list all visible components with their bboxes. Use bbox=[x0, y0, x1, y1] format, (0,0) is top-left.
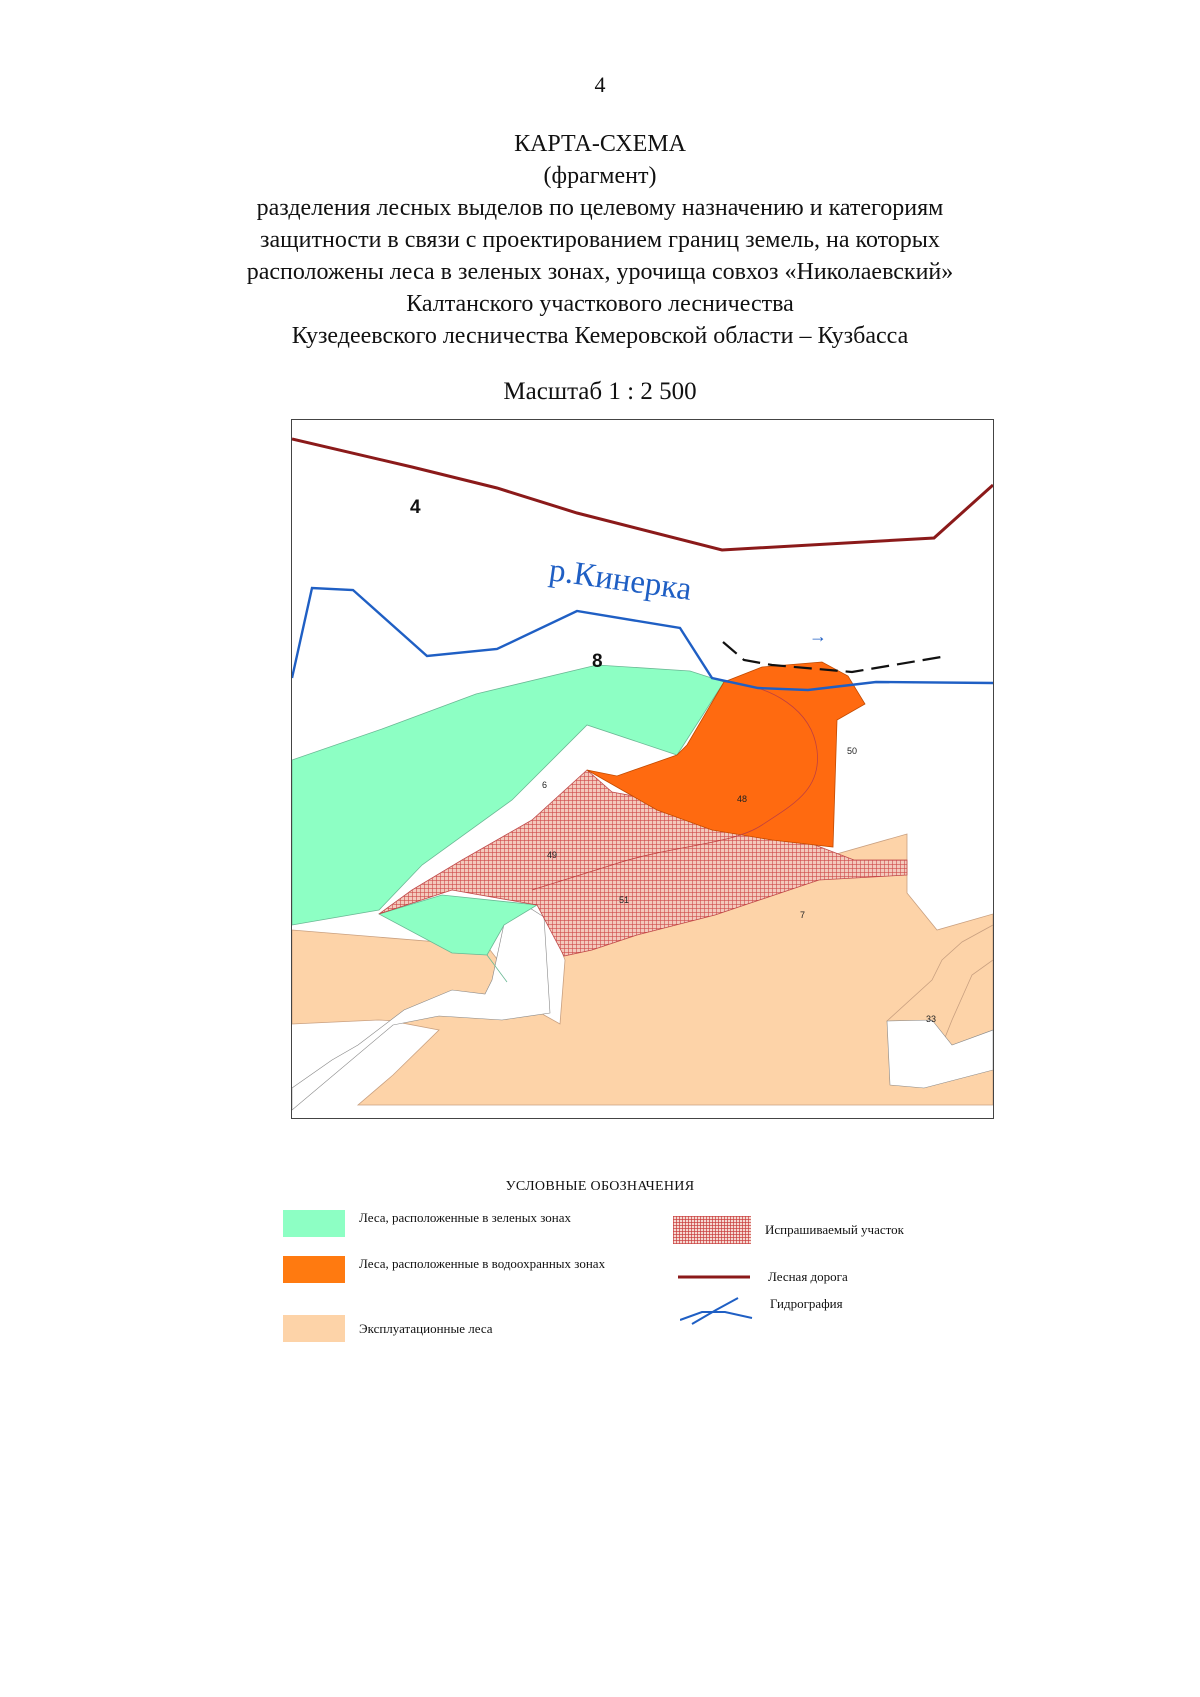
map-title bbox=[0, 128, 1200, 352]
page-number: 4 bbox=[594, 72, 606, 97]
legend-label: Испрашиваемый участок bbox=[765, 1222, 904, 1237]
quarter-label-4: 4 bbox=[410, 497, 421, 518]
parcel-label-51: 51 bbox=[619, 895, 630, 905]
legend-item-hydro bbox=[680, 1296, 843, 1326]
legend-label: Лесная дорога bbox=[768, 1269, 848, 1284]
parcel-label-50: 50 bbox=[847, 746, 858, 756]
legend-item-exploit bbox=[283, 1315, 493, 1342]
parcel-label-7: 7 bbox=[800, 910, 806, 920]
exploit-swatch bbox=[283, 1315, 345, 1342]
river-channel-dash bbox=[723, 642, 947, 672]
map-canvas[interactable] bbox=[292, 420, 993, 1118]
legend-item-road bbox=[678, 1269, 848, 1285]
road-line-symbol bbox=[678, 1269, 750, 1285]
map-scale: Масштаб 1 : 2 500 bbox=[503, 378, 697, 405]
flow-direction-arrow: → bbox=[809, 626, 827, 646]
legend-label: Леса, расположенные в зеленых зонах bbox=[359, 1210, 572, 1225]
legend-label: Эксплуатационные леса bbox=[359, 1321, 493, 1336]
parcel-label-48: 48 bbox=[737, 794, 748, 804]
legend-item-water-zone bbox=[283, 1256, 629, 1283]
quarter-label-8: 8 bbox=[592, 651, 603, 672]
legend-label: Гидрография bbox=[770, 1296, 843, 1311]
title-line: защитности в связи с проектированием границ земель, на которых bbox=[260, 227, 940, 253]
title-line: (фрагмент) bbox=[543, 163, 657, 189]
forest-road-line[interactable] bbox=[292, 439, 993, 550]
legend-item-requested bbox=[673, 1216, 904, 1244]
title-line: Кузедеевского лесничества Кемеровской области – Кузбасса bbox=[291, 323, 909, 349]
requested-swatch bbox=[673, 1216, 751, 1244]
map-frame[interactable] bbox=[291, 419, 994, 1119]
title-line: Калтанского участкового лесничества bbox=[406, 291, 794, 317]
river-name-label: р.Кинерка bbox=[546, 552, 694, 608]
parcel-label-33: 33 bbox=[926, 1014, 937, 1024]
water-zone-swatch bbox=[283, 1256, 345, 1283]
hydrography-symbol bbox=[680, 1296, 754, 1326]
legend-item-green-zone bbox=[283, 1210, 571, 1237]
title-line: расположены леса в зеленых зонах, урочища совхоз «Николаевский» bbox=[246, 259, 954, 285]
title-line: КАРТА-СХЕМА bbox=[514, 131, 686, 157]
parcel-label-49: 49 bbox=[547, 850, 558, 860]
green-zone-swatch bbox=[283, 1210, 345, 1237]
title-line: разделения лесных выделов по целевому назначению и категориям bbox=[256, 195, 944, 221]
parcel-label-6: 6 bbox=[542, 780, 548, 790]
legend-label: Леса, расположенные в водоохранных зонах bbox=[359, 1256, 606, 1271]
legend-title: УСЛОВНЫЕ ОБОЗНАЧЕНИЯ bbox=[505, 1179, 695, 1194]
